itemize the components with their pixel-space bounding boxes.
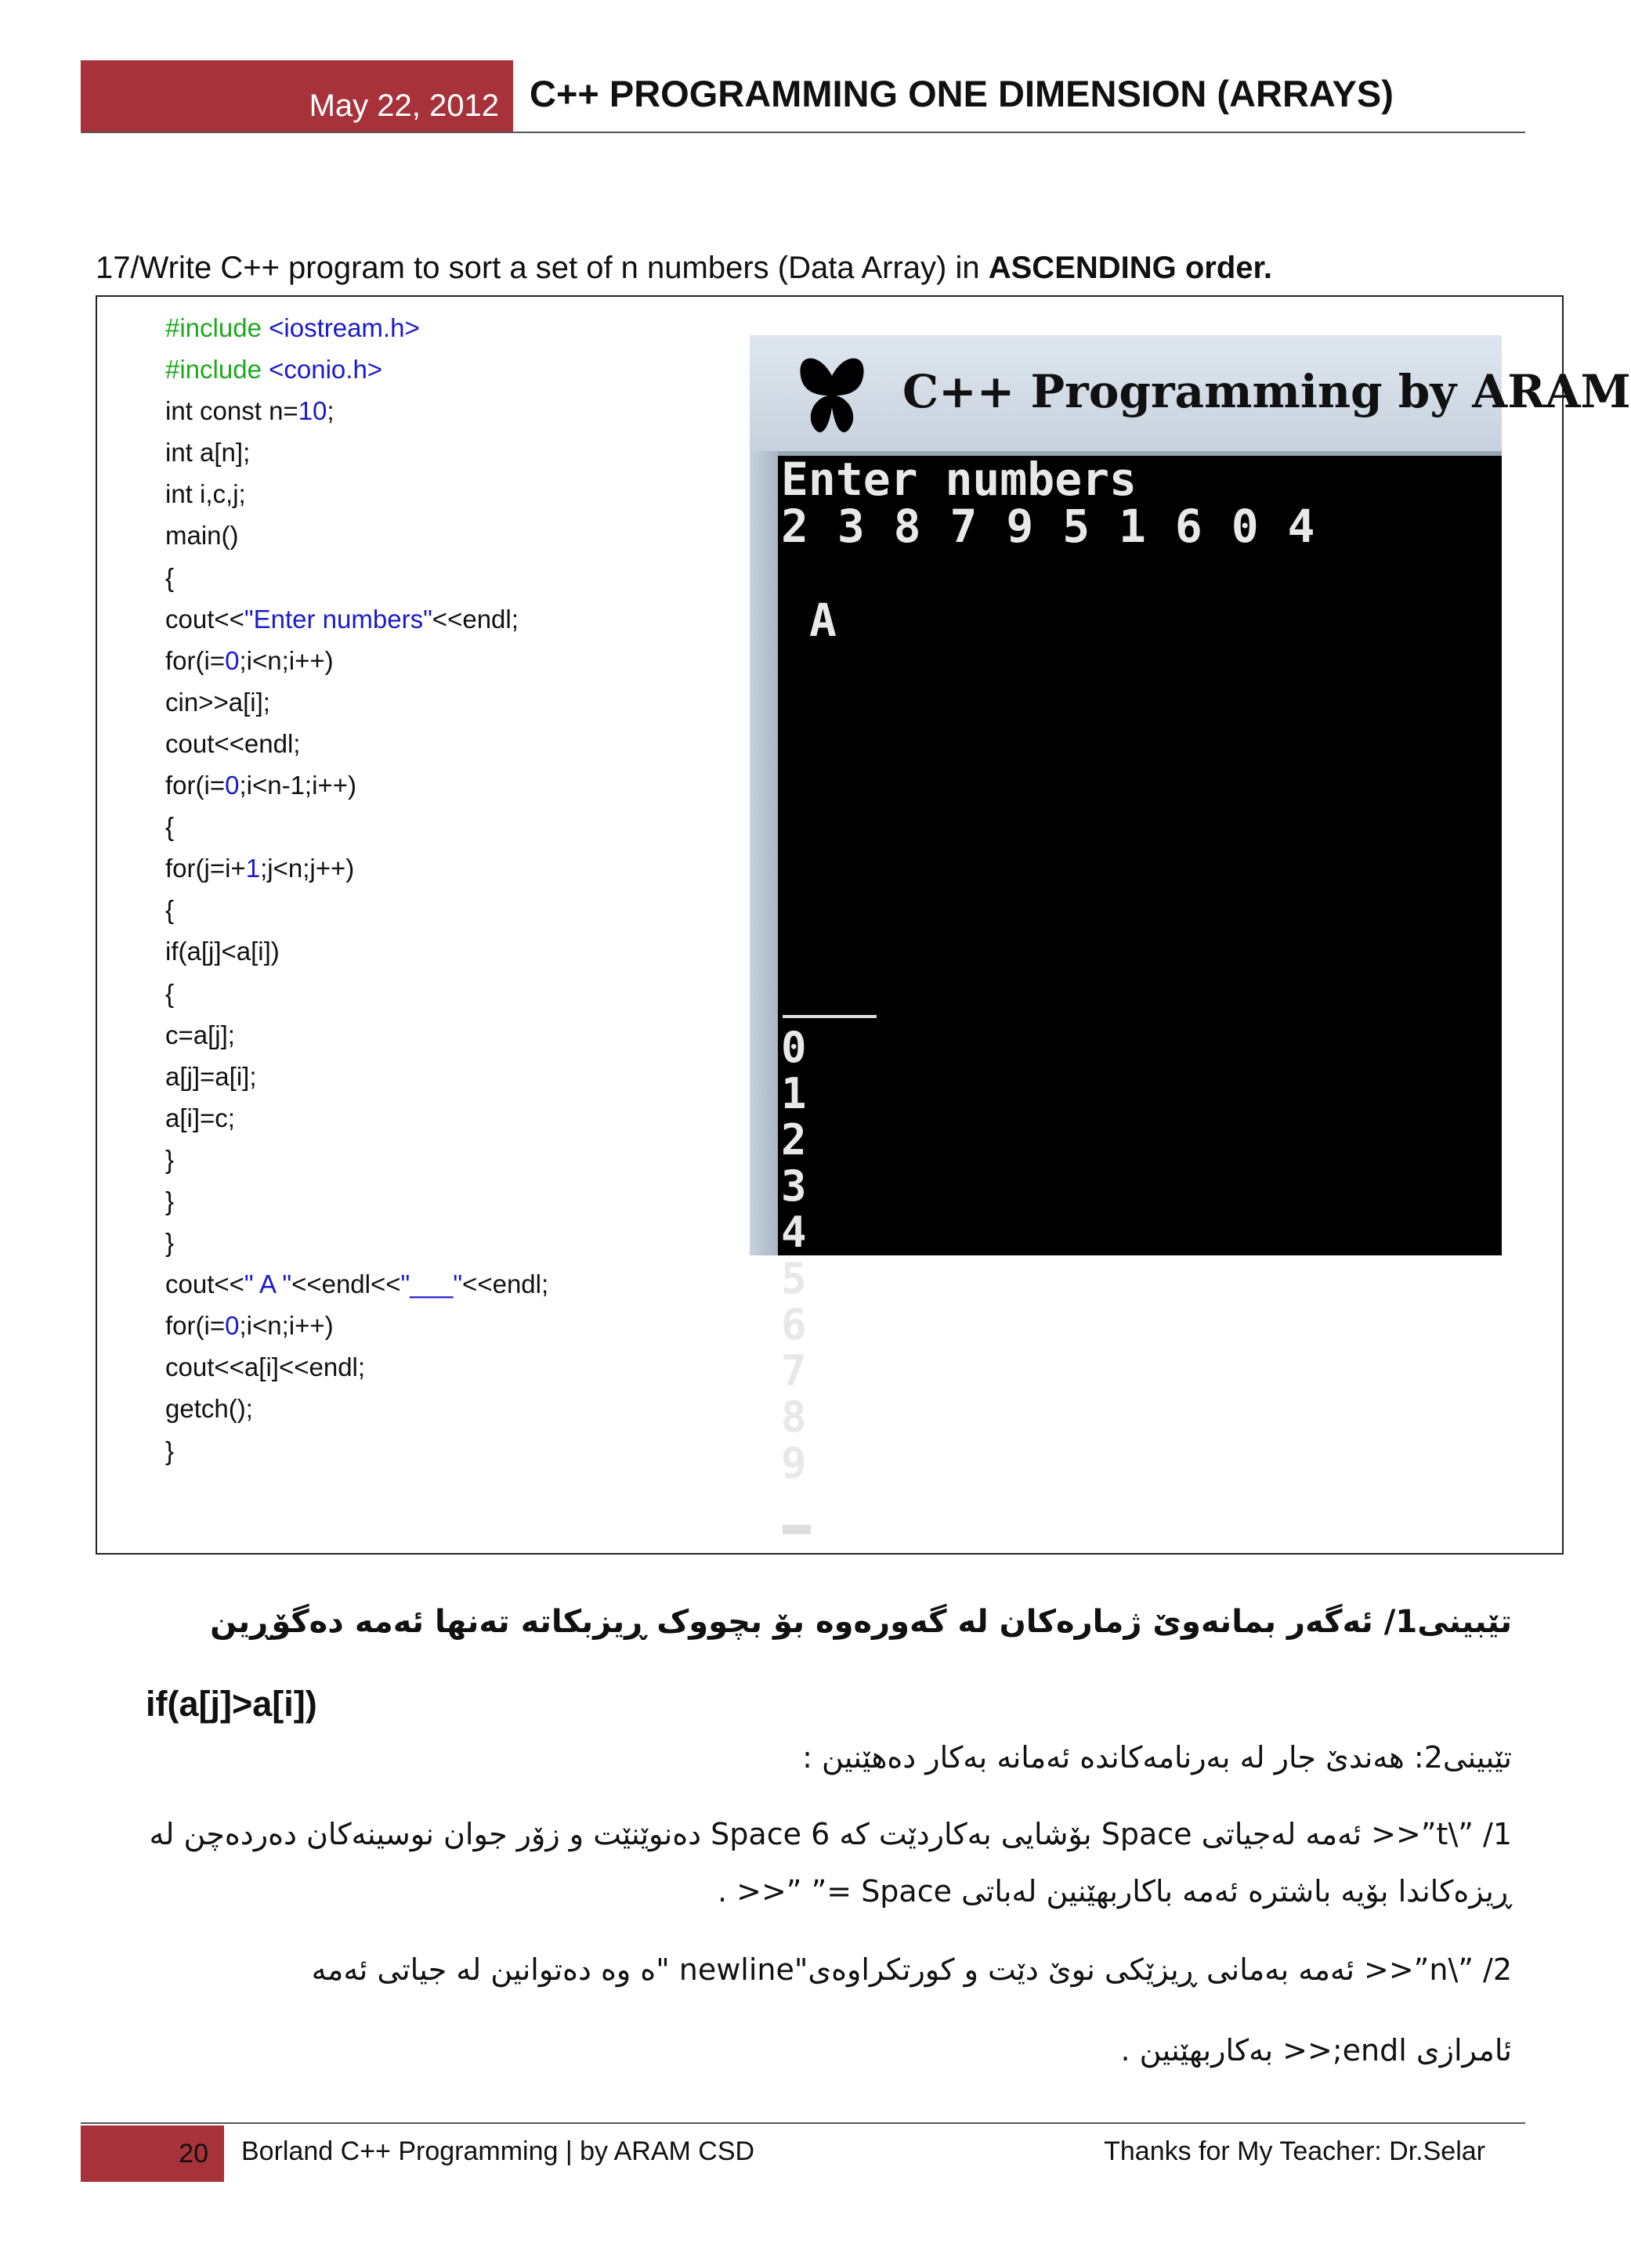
code-line: } [165,1144,175,1174]
console-output-line: 7 [781,1346,807,1396]
note-condition: if(a[j]>a[i]) [146,1684,317,1724]
code-line: cin>>a[i]; [165,687,270,717]
console-output-line: 8 [781,1392,807,1442]
console-screen [778,456,1502,1255]
code-line: if(a[j]<a[i]) [165,937,280,966]
code-line: { [165,562,175,592]
code-line: { [165,978,175,1008]
console-output-line: 4 [781,1208,807,1257]
note-item-2-line-2: ئامرازی endl;<< بەکاربهێنین . [1120,2033,1512,2068]
code-line [165,307,548,349]
code-directive: #include [165,355,269,385]
header-divider [81,132,1525,133]
code-line: } [165,1228,175,1258]
code-line: for(j=i+1;j<n;j++) [165,854,355,883]
code-line: int const n=10; [165,396,335,426]
console-output-line: 3 [781,1161,807,1211]
code-line: a[j]=a[i]; [165,1061,257,1091]
code-line: cout<<" A "<<endl<<"___"<<endl; [165,1269,549,1299]
code-header-file: <iostream.h> [269,313,420,342]
question-text [96,251,1272,286]
code-line: c=a[j]; [165,1020,235,1049]
console-output-line: 2 [781,1115,807,1165]
code-line: int a[n]; [165,438,251,468]
code-line: { [165,812,175,842]
note-1: تێبینی1/ ئەگەر بمانەوێ ژمارەکان لە گەورەوە بۆ بچووک ڕیزبکاتە تەنها ئەمە دەگۆڕین [210,1604,1512,1640]
code-line: } [165,1436,175,1465]
question-bold: ASCENDING order. [988,251,1273,285]
console-titlebar [750,335,1631,456]
code-line: cout<<endl; [165,728,301,758]
code-line: cout<<a[i]<<endl; [165,1352,366,1382]
code-line: } [165,1186,175,1215]
footer-divider [81,2122,1525,2124]
code-listing [165,307,548,1472]
code-line: for(i=0;i<n;i++) [165,1311,334,1341]
console-output-line: 9 [781,1439,807,1488]
console-output-line: 5 [781,1254,807,1303]
console-output-line: 6 [781,1300,807,1349]
console-underline [783,1015,877,1018]
code-line: main() [165,521,239,551]
code-line: a[i]=c; [165,1103,235,1132]
code-line: getch(); [165,1394,253,1424]
console-input: 2 3 8 7 9 5 1 6 0 4 [781,500,1316,553]
footer-left: Borland C++ Programming | by ARAM CSD [241,2136,755,2166]
code-header-file: <conio.h> [269,355,383,385]
note-item-1-line-2: ڕیزەکاندا بۆیە باشترە ئەمە باکاربهێنین لەباتی Space =” ”<< . [717,1874,1512,1909]
note-2: تێبینی2: هەندێ جار لە بەرنامەکاندە ئەمانە بەکار دەهێنین : [802,1740,1512,1775]
butterfly-icon [797,352,867,439]
note-item-2-line-1: 2/ ”\n”<< ئەمە بەمانی ڕیزێکی نوێ دێت و کورتکراوەی"newline "ە وە دەتوانین لە جیاتی ئەمە [311,1952,1512,1987]
footer-right: Thanks for My Teacher: Dr.Selar [1104,2136,1485,2166]
code-line: for(i=0;i<n-1;i++) [165,771,356,800]
console-screenshot [750,335,1631,1488]
console-label: A [809,594,837,647]
console-prompt: Enter numbers [781,453,1137,506]
code-line: int i,c,j; [165,479,246,509]
code-line: cout<<"Enter numbers"<<endl; [165,604,519,634]
console-cursor [783,1525,811,1534]
header-title: C++ PROGRAMMING ONE DIMENSION (ARRAYS) [530,73,1394,114]
page-number: 20 [81,2125,224,2182]
header-date: May 22, 2012 [81,60,513,133]
question-prefix: 17/Write C++ program to sort a set of n numbers (Data Array) in [96,251,989,285]
console-frame [750,451,778,1255]
console-output-line: 1 [781,1069,807,1118]
console-title: C++ Programming by ARAM [902,365,1631,418]
note-item-1-line-1: 1/ ”\t”<< ئەمە لەجیاتی Space بۆشایی بەکاردێت کە 6 Space دەنوێنێت و زۆر جوان نوسینەکان دەردەچن لە [149,1817,1512,1851]
code-directive: #include [165,313,269,342]
code-line [165,349,548,390]
code-line: for(i=0;i<n;i++) [165,645,334,675]
code-line: { [165,895,175,925]
console-output-line: 0 [781,1023,807,1072]
